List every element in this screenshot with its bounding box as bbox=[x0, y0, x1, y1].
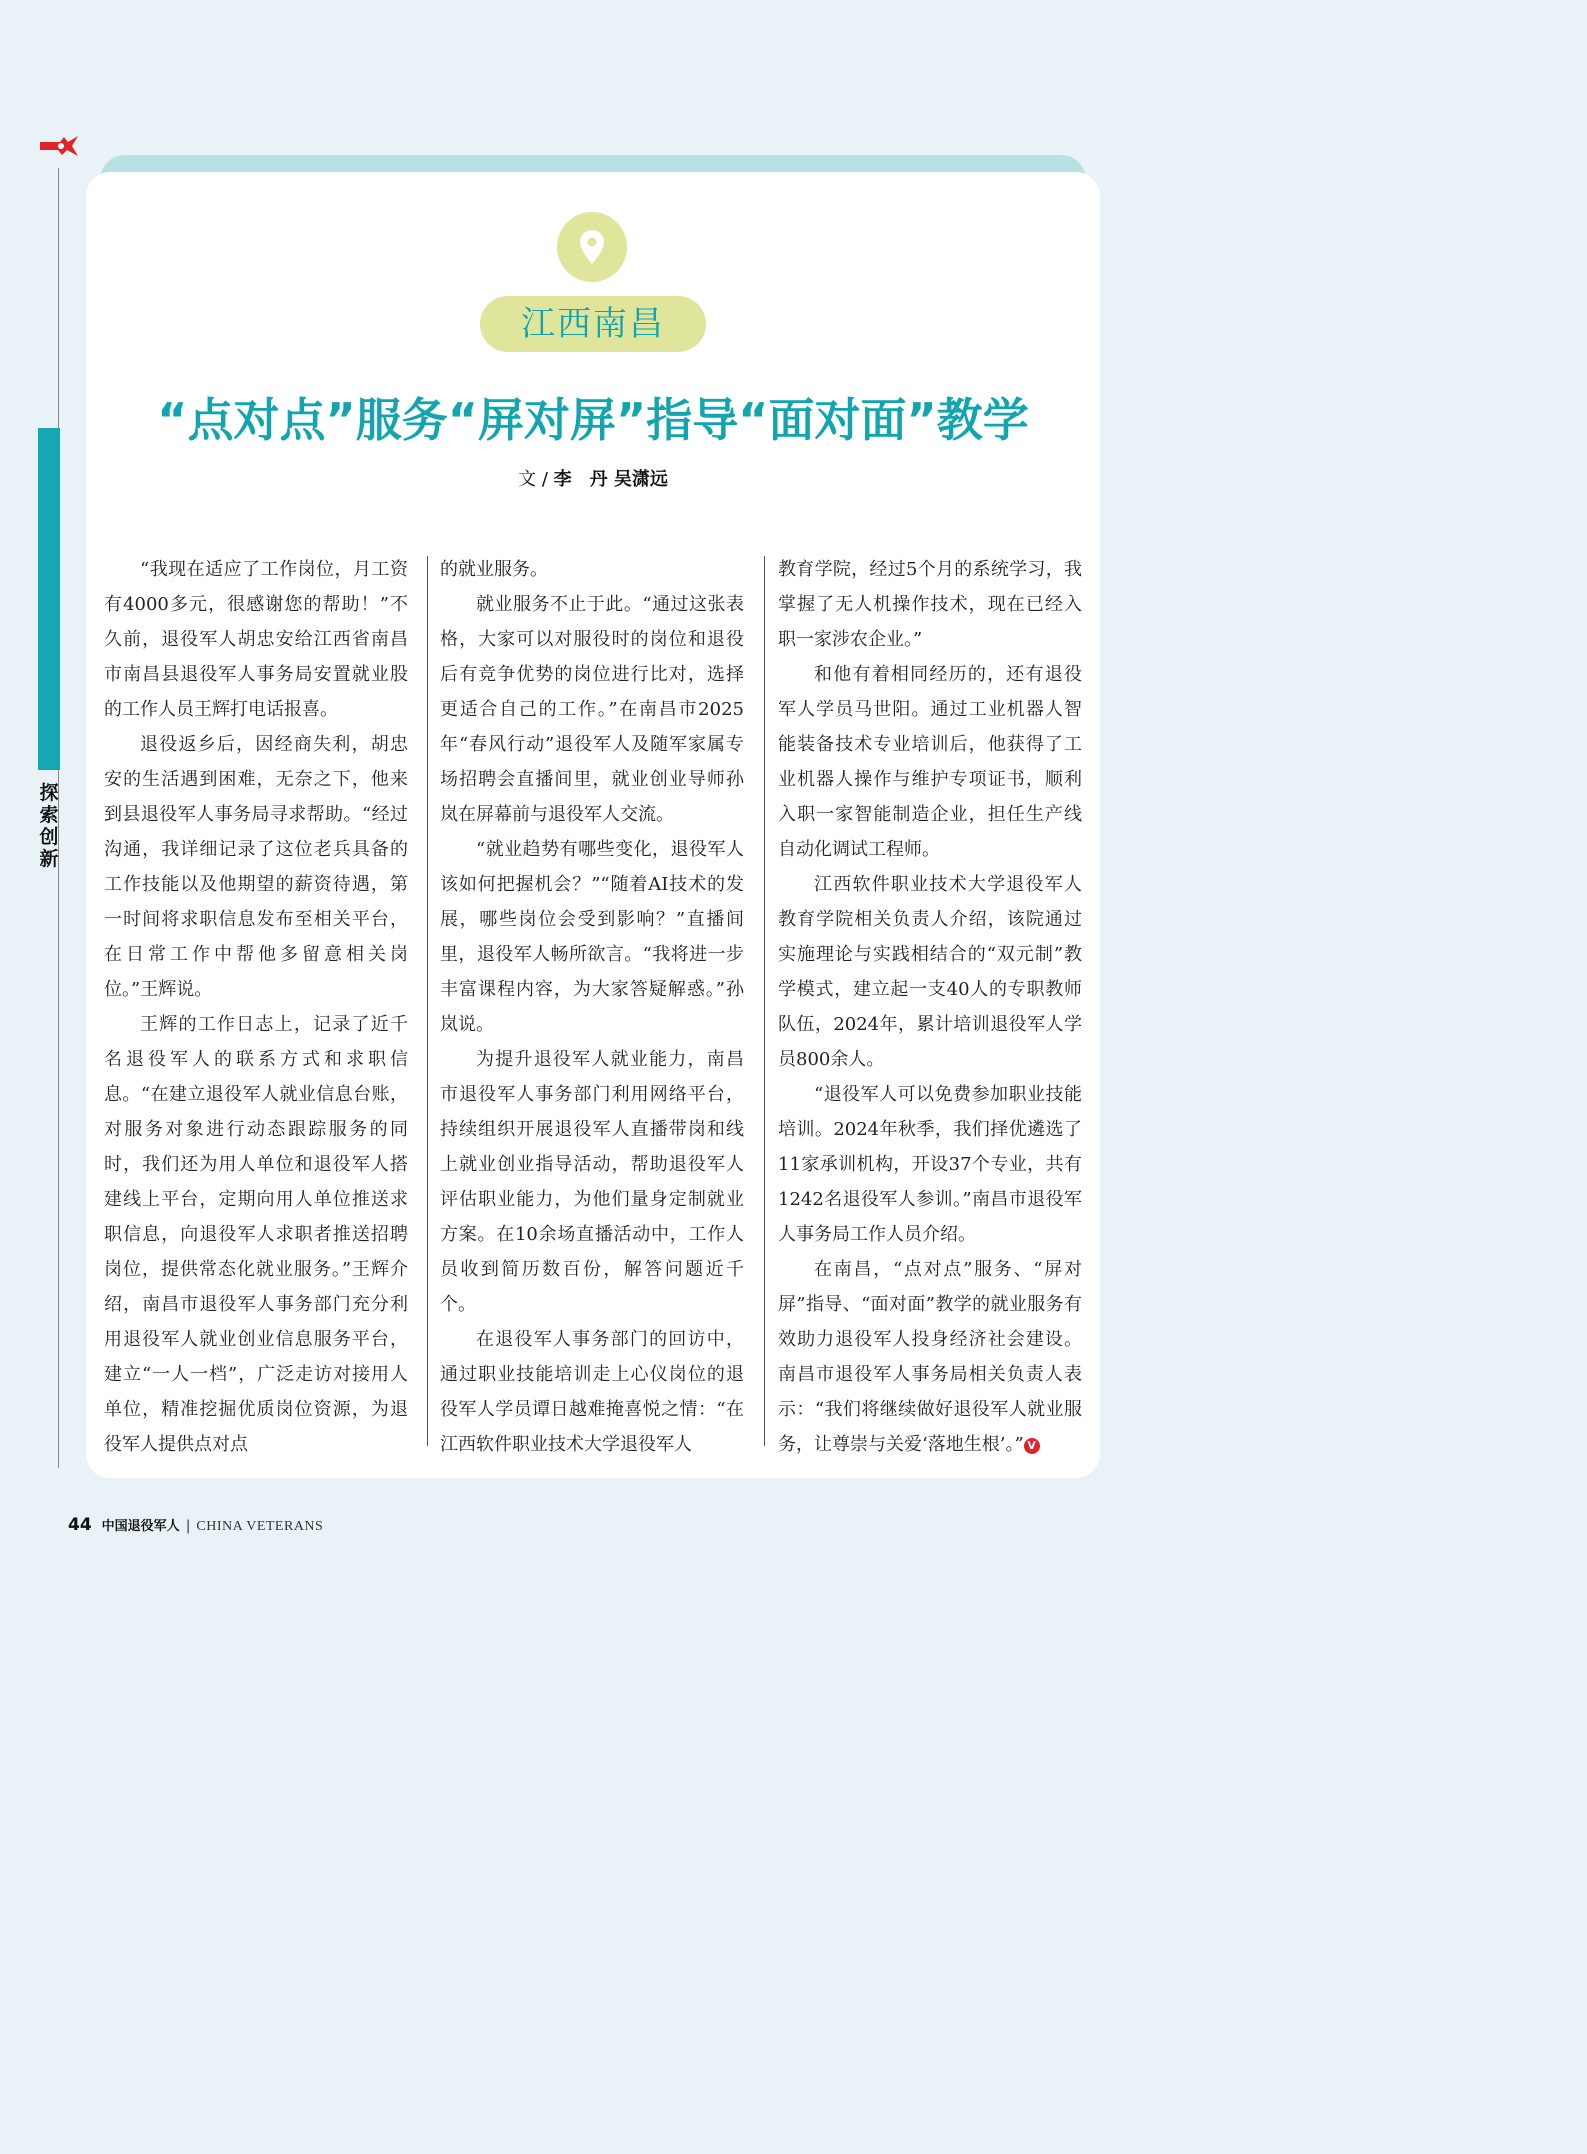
location-pin-icon bbox=[579, 229, 605, 265]
text-column-2 bbox=[440, 552, 744, 1462]
page-footer bbox=[68, 1515, 323, 1535]
byline-prefix: 文 / bbox=[518, 469, 554, 490]
end-of-article-icon: V bbox=[1024, 1438, 1040, 1454]
column-divider bbox=[764, 556, 765, 1446]
paragraph: 教育学院，经过5个月的系统学习，我掌握了无人机操作技术，现在已经入职一家涉农企业。” bbox=[778, 559, 1082, 650]
paragraph: 在退役军人事务部门的回访中，通过职业技能培训走上心仪岗位的退役军人学员谭日越难掩喜悦之情：“在江西软件职业技术大学退役军人 bbox=[440, 1329, 744, 1455]
byline-authors: 李 丹 吴潇远 bbox=[553, 469, 668, 490]
paragraph: 退役返乡后，因经商失利，胡忠安的生活遇到困难，无奈之下，他来到县退役军人事务局寻求帮助。“经过沟通，我详细记录了这位老兵具备的工作技能以及他期望的薪资待遇，第一时间将求职信息发布至相关平台，在日常工作中帮他多留意相关岗位。”王辉说。 bbox=[104, 734, 408, 1000]
paragraph: 为提升退役军人就业能力，南昌市退役军人事务部门利用网络平台，持续组织开展退役军人直播带岗和线上就业创业指导活动，帮助退役军人评估职业能力，为他们量身定制就业方案。在10余场直播活动中，工作人员收到简历数百份，解答问题近千个。 bbox=[440, 1049, 744, 1315]
paragraph: 就业服务不止于此。“通过这张表格，大家可以对服役时的岗位和退役后有竞争优势的岗位进行比对，选择更适合自己的工作。”在南昌市2025年“春风行动”退役军人及随军家属专场招聘会直播间里，就业创业导师孙岚在屏幕前与退役军人交流。 bbox=[440, 594, 744, 825]
paragraph: “就业趋势有哪些变化，退役军人该如何把握机会？”“随着AI技术的发展，哪些岗位会受到影响？”直播间里，退役军人畅所欲言。“我将进一步丰富课程内容，为大家答疑解惑。”孙岚说。 bbox=[440, 839, 744, 1035]
paragraph: 江西软件职业技术大学退役军人教育学院相关负责人介绍，该院通过实施理论与实践相结合的“双元制”教学模式，建立起一支40人的专职教师队伍，2024年，累计培训退役军人学员800余人。 bbox=[778, 874, 1082, 1070]
region-tag: 江西南昌 bbox=[480, 296, 706, 352]
section-label: 探索创新 bbox=[39, 782, 59, 870]
article-title: “点对点”服务“屏对屏”指导“面对面”教学 bbox=[157, 393, 1029, 447]
magazine-name: 中国退役军人 bbox=[101, 1519, 180, 1534]
paragraph: 的就业服务。 bbox=[440, 559, 548, 580]
magazine-name-en: CHINA VETERANS bbox=[196, 1519, 324, 1534]
page-number: 44 bbox=[68, 1515, 92, 1535]
section-color-bar bbox=[38, 428, 60, 770]
paragraph: 在南昌，“点对点”服务、“屏对屏”指导、“面对面”教学的就业服务有效助力退役军人投身经济社会建设。南昌市退役军人事务局相关负责人表示：“我们将继续做好退役军人就业服务，让尊崇与关爱‘落地生根’。” V bbox=[778, 1259, 1082, 1455]
text-column-3 bbox=[778, 552, 1082, 1462]
paragraph: “退役军人可以免费参加职业技能培训。2024年秋季，我们择优遴选了11家承训机构，开设37个专业，共有1242名退役军人参训。”南昌市退役军人事务局工作人员介绍。 bbox=[778, 1084, 1082, 1245]
paragraph: “我现在适应了工作岗位，月工资有4000多元，很感谢您的帮助！”不久前，退役军人胡忠安给江西省南昌市南昌县退役军人事务局安置就业股的工作人员王辉打电话报喜。 bbox=[104, 559, 408, 720]
footer-separator: | bbox=[185, 1518, 191, 1534]
text-column-1 bbox=[104, 552, 408, 1462]
magazine-logo-icon bbox=[38, 133, 82, 159]
paragraph: 王辉的工作日志上，记录了近千名退役军人的联系方式和求职信息。“在建立退役军人就业信息台账，对服务对象进行动态跟踪服务的同时，我们还为用人单位和退役军人搭建线上平台，定期向用人单位推送求职信息，向退役军人求职者推送招聘岗位，提供常态化就业服务。”王辉介绍，南昌市退役军人事务部门充分利用退役军人就业创业信息服务平台，建立“一人一档”，广泛走访对接用人单位，精准挖掘优质岗位资源，为退役军人提供点对点 bbox=[104, 1014, 408, 1455]
paragraph: 和他有着相同经历的，还有退役军人学员马世阳。通过工业机器人智能装备技术专业培训后，他获得了工业机器人操作与维护专项证书，顺利入职一家智能制造企业，担任生产线自动化调试工程师。 bbox=[778, 664, 1082, 860]
byline bbox=[86, 468, 1100, 492]
column-divider bbox=[427, 556, 428, 1446]
location-badge bbox=[557, 212, 627, 282]
